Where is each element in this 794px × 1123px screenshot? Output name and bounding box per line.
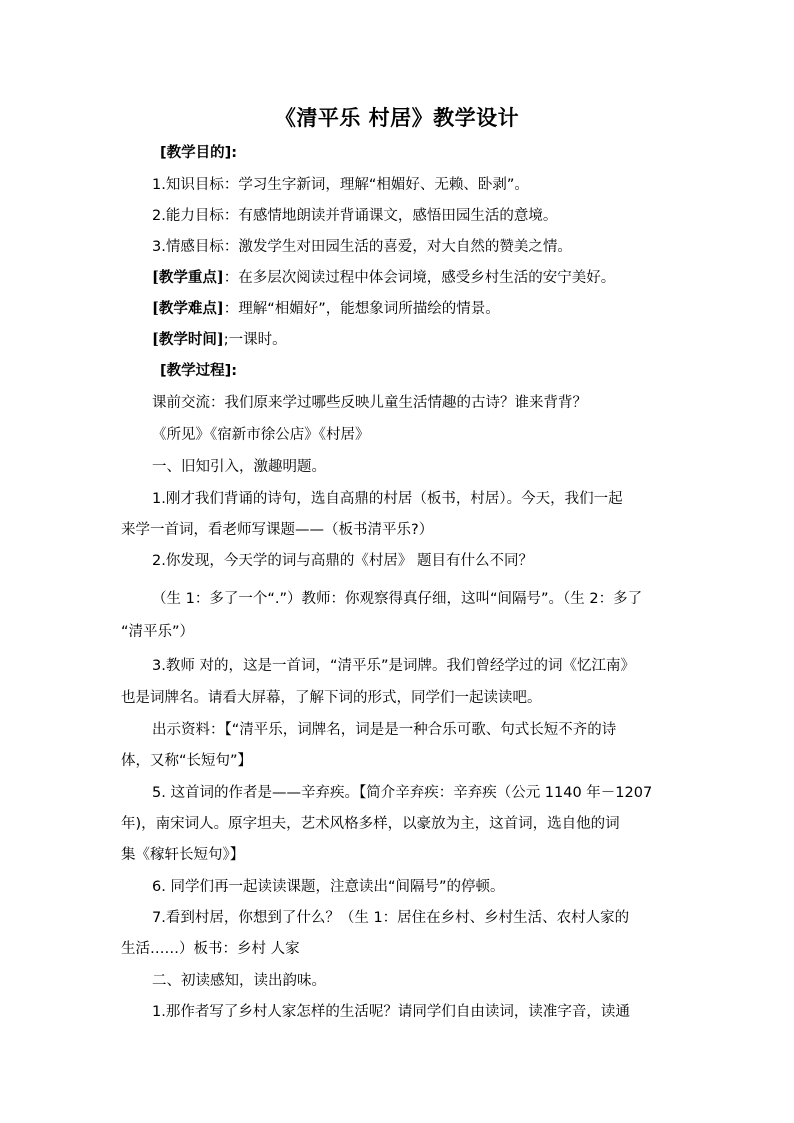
text-line: 1.知识目标：学习生字新词，理解“相媚好、无赖、卧剥”。 xyxy=(152,177,529,193)
text-line: 6. 同学们再一起读读课题，注意读出“间隔号”的停顿。 xyxy=(152,879,505,895)
text-line: 一、旧知引入，激趣明题。 xyxy=(152,459,326,475)
time-label: [教学时间] xyxy=(152,331,224,348)
text-line: 体，又称“长短句”】 xyxy=(121,753,253,769)
difficulties-line xyxy=(152,299,500,319)
key-points-line xyxy=(152,268,615,288)
text-line: 1.那作者写了乡村人家怎样的生活呢？请同学们自由读词，读准字音，读通 xyxy=(152,1004,630,1020)
text-line: 生活……）板书：乡村 人家 xyxy=(121,941,300,957)
key-points-label: [教学重点] xyxy=(152,269,224,286)
text-line: 来学一首词，看老师写课题——（板书清平乐?） xyxy=(121,522,434,538)
text-line: 年)，南宋词人。原字坦夫，艺术风格多样，以豪放为主，这首词，选自他的词 xyxy=(121,816,620,832)
text-line: 集《稼轩长短句》】 xyxy=(121,847,245,863)
text-line: 《所见》《宿新市徐公店》《村居》 xyxy=(152,427,370,443)
text-line: （生 1：多了一个“.”）教师：你观察得真仔细，这叫“间隔号”。（生 2：多了 xyxy=(152,591,643,607)
text-line: 2.能力目标：有感情地朗读并背诵课文，感悟田园生活的意境。 xyxy=(152,208,558,224)
text-line: 7.看到村居，你想到了什么？（生 1：居住在乡村、乡村生活、农村人家的 xyxy=(152,910,630,926)
text-line: 也是词牌名。请看大屏幕，了解下词的形式，同学们一起读读吧。 xyxy=(121,690,542,706)
difficulties-text: ：理解“相媚好”，能想象词所描绘的情景。 xyxy=(223,301,500,317)
difficulties-label: [教学难点] xyxy=(152,300,224,317)
text-line: 课前交流：我们原来学过哪些反映儿童生活情趣的古诗？谁来背背？ xyxy=(152,395,587,411)
section-heading-objectives: [教学目的]: xyxy=(160,145,238,161)
text-line: 出示资料：【“清平乐，词牌名，词是是一种合乐可歌、句式长短不齐的诗 xyxy=(152,722,617,738)
time-text: ;一课时。 xyxy=(223,332,287,348)
section-heading-process: [教学过程]: xyxy=(160,363,238,379)
text-line: 5. 这首词的作者是——辛弃疾。【简介辛弃疾：辛弃疾（公元 1140 年－1207 xyxy=(152,785,653,801)
text-line: 2.你发现，今天学的词与高鼎的《村居》 题目有什么不同？ xyxy=(152,553,533,569)
text-line: 二、初读感知，读出韵味。 xyxy=(152,973,326,989)
text-line: 3.情感目标：激发学生对田园生活的喜爱，对大自然的赞美之情。 xyxy=(152,239,572,255)
text-line: “清平乐”） xyxy=(121,624,195,640)
document-title: 《清平乐 村居》教学设计 xyxy=(274,105,520,130)
key-points-text: ：在多层次阅读过程中体会词境，感受乡村生活的安宁美好。 xyxy=(223,270,616,286)
time-line xyxy=(152,330,287,350)
text-line: 1.刚才我们背诵的诗句，选自高鼎的村居（板书，村居）。今天，我们一起 xyxy=(152,491,623,507)
text-line: 3.教师 对的，这是一首词，“清平乐”是词牌。我们曾经学过的词《忆江南》 xyxy=(152,658,635,674)
